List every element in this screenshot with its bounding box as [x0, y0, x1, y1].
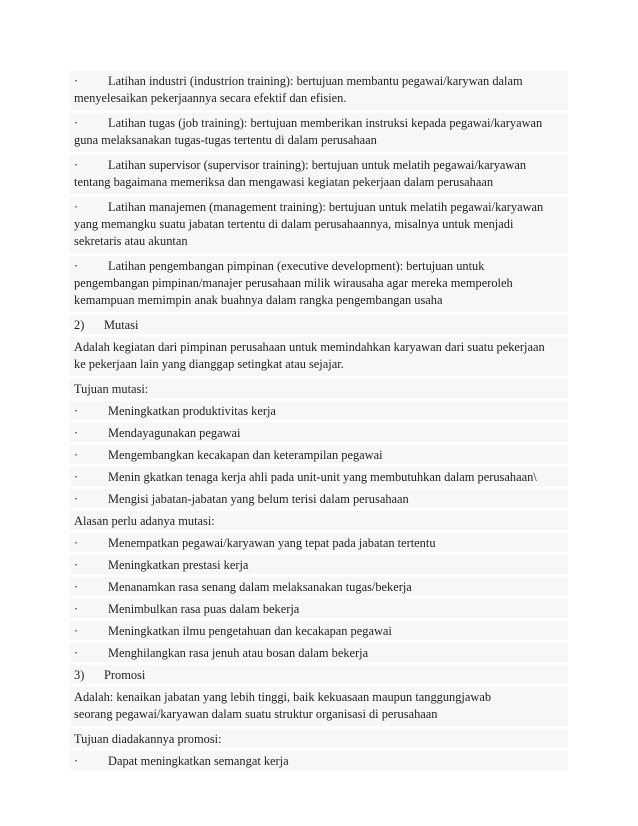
reasons-label: Alasan perlu adanya mutasi:	[74, 514, 215, 528]
training-item-text: pengembangan pimpinan/manajer perusahaan milik wirausaha agar mereka memperoleh	[74, 276, 513, 290]
list-item	[70, 555, 568, 574]
training-item-text: tentang bagaimana memeriksa dan mengawasi kegiatan pekerjaan dalam perusahaan	[74, 175, 494, 189]
list-item	[70, 577, 568, 596]
list-item-text: Menanamkan rasa senang dalam melaksanakan tugas/bekerja	[108, 580, 412, 594]
list-item-text: Dapat meningkatkan semangat kerja	[108, 754, 289, 768]
list-item-text: Menimbulkan rasa puas dalam bekerja	[108, 602, 300, 616]
section-number: 3)	[74, 668, 85, 682]
bullet: ·	[74, 624, 79, 638]
list-item	[70, 113, 568, 152]
purpose-label: Tujuan mutasi:	[74, 382, 149, 396]
bullet: ·	[74, 426, 79, 440]
definition-line: Adalah kegiatan dari pimpinan perusahaan untuk memindahkan karyawan dari suatu pekerjaan	[74, 340, 545, 354]
definition-line: seorang pegawai/karyawan dalam suatu struktur organisasi di perusahaan	[74, 707, 438, 721]
bullet: ·	[74, 404, 79, 418]
definition-paragraph	[70, 337, 568, 376]
training-item-text: Latihan industri (industrion training): bertujuan membantu pegawai/karywan dalam	[108, 74, 523, 88]
list-item	[70, 256, 568, 312]
list-item-text: Meningkatkan produktivitas kerja	[108, 404, 276, 418]
bullet: ·	[74, 602, 79, 616]
training-item-text: Latihan pengembangan pimpinan (executive development): bertujuan untuk	[108, 259, 485, 273]
bullet: ·	[74, 646, 79, 660]
list-item	[70, 155, 568, 194]
list-item	[70, 533, 568, 552]
training-item-text: yang memangku suatu jabatan tertentu di dalam perusahaannya, misalnya untuk menjadi	[74, 217, 514, 231]
training-item-text: kemampuan memimpin anak buahnya dalam rangka pengembangan usaha	[74, 293, 443, 307]
list-item	[70, 197, 568, 253]
list-item	[70, 643, 568, 662]
bullet: ·	[74, 492, 79, 506]
list-item	[70, 71, 568, 110]
section-heading-mutasi	[70, 315, 568, 334]
bullet: ·	[74, 74, 79, 88]
training-item-text: Latihan supervisor (supervisor training): bertujuan untuk melatih pegawai/karyawan	[108, 158, 527, 172]
section-title: Promosi	[104, 668, 146, 682]
purpose-label: Tujuan diadakannya promosi:	[74, 732, 222, 746]
list-item	[70, 423, 568, 442]
document-page	[70, 71, 568, 773]
training-item-text: Latihan tugas (job training): bertujuan memberikan instruksi kepada pegawai/karyawan	[108, 116, 543, 130]
bullet: ·	[74, 158, 79, 172]
bullet: ·	[74, 470, 79, 484]
list-item	[70, 467, 568, 486]
section-number: 2)	[74, 318, 85, 332]
list-label	[70, 729, 568, 748]
list-item-text: Mendayagunakan pegawai	[108, 426, 241, 440]
list-item-text: Menempatkan pegawai/karyawan yang tepat pada jabatan tertentu	[108, 536, 436, 550]
training-item-text: guna melaksanakan tugas-tugas tertentu di dalam perusahaan	[74, 133, 377, 147]
list-item-text: Mengisi jabatan-jabatan yang belum terisi dalam perusahaan	[108, 492, 409, 506]
bullet: ·	[74, 259, 79, 273]
list-item	[70, 489, 568, 508]
list-item	[70, 401, 568, 420]
list-item-text: Mengembangkan kecakapan dan keterampilan pegawai	[108, 448, 383, 462]
list-item-text: Menghilangkan rasa jenuh atau bosan dalam bekerja	[108, 646, 369, 660]
bullet: ·	[74, 558, 79, 572]
bullet: ·	[74, 536, 79, 550]
definition-line: ke pekerjaan lain yang dianggap setingkat atau sejajar.	[74, 357, 344, 371]
list-label	[70, 511, 568, 530]
definition-paragraph	[70, 687, 568, 726]
list-item	[70, 751, 568, 770]
list-label	[70, 379, 568, 398]
bullet: ·	[74, 580, 79, 594]
section-title: Mutasi	[104, 318, 139, 332]
training-item-text: menyelesaikan pekerjaannya secara efektif dan efisien.	[74, 91, 347, 105]
list-item	[70, 599, 568, 618]
list-item-text: Meningkatkan prestasi kerja	[108, 558, 249, 572]
section-heading-promosi	[70, 665, 568, 684]
definition-line: Adalah: kenaikan jabatan yang lebih tinggi, baik kekuasaan maupun tanggungjawab	[74, 690, 492, 704]
list-item-text: Meningkatkan ilmu pengetahuan dan kecakapan pegawai	[108, 624, 392, 638]
training-item-text: Latihan manajemen (management training): bertujuan untuk melatih pegawai/karyawan	[108, 200, 544, 214]
bullet: ·	[74, 448, 79, 462]
bullet: ·	[74, 116, 79, 130]
list-item-text: Menin gkatkan tenaga kerja ahli pada unit-unit yang membutuhkan dalam perusahaan\	[108, 470, 537, 484]
list-item	[70, 621, 568, 640]
list-item	[70, 445, 568, 464]
bullet: ·	[74, 200, 79, 214]
training-item-text: sekretaris atau akuntan	[74, 234, 188, 248]
bullet: ·	[74, 754, 79, 768]
